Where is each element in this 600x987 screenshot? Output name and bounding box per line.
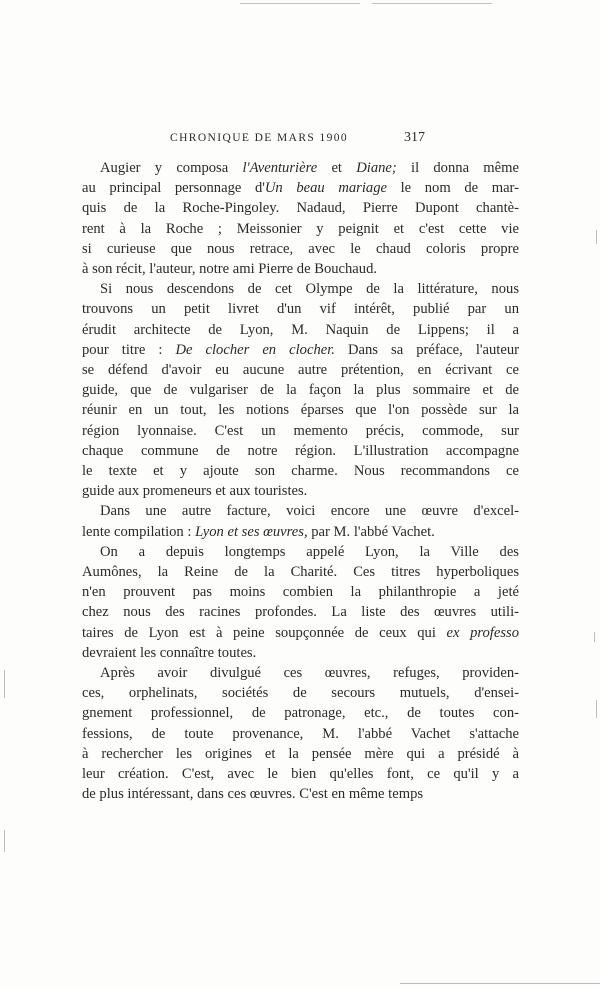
text-run: n'en prouvent pas moins combien la philanthropie a jeté	[82, 584, 519, 601]
paragraph	[82, 501, 519, 541]
text-run: se défend d'avoir eu aucune autre prétention, en écrivant ce	[82, 362, 519, 379]
text-line	[82, 360, 519, 380]
scan-edge-top-rule-right	[372, 3, 492, 4]
text-run: pour titre :	[82, 341, 176, 358]
text-line	[82, 542, 519, 562]
text-run: de plus intéressant, dans ces œuvres. C'est en même temps	[82, 786, 424, 803]
text-run: On a depuis longtemps appelé Lyon, la Ville des	[100, 543, 519, 560]
text-run: devraient les connaître toutes.	[82, 644, 257, 661]
scan-edge-mark	[594, 632, 595, 642]
text-run: au principal personnage d'	[82, 180, 265, 197]
text-run: à son récit, l'auteur, notre ami Pierre de Bouchaud.	[82, 261, 378, 278]
text-run: gnement professionnel, de patronage, etc., de toutes con-	[82, 705, 519, 722]
text-line	[82, 340, 519, 360]
text-run: lente compilation :	[82, 523, 196, 540]
text-run: le nom de mar-	[386, 180, 519, 197]
text-run: il donna même	[396, 160, 519, 176]
text-line	[82, 744, 519, 764]
text-line	[82, 178, 519, 198]
italic-text: Lyon et ses œuvres,	[195, 523, 308, 540]
paragraph	[82, 663, 519, 804]
text-line	[82, 501, 519, 521]
text-run: rent à la Roche ; Meissonier y peignit et c'est cette vie	[82, 220, 519, 237]
text-line	[82, 219, 519, 239]
text-run: chaque commune de notre région. L'illustration accompagne	[82, 442, 519, 459]
text-line	[82, 400, 519, 420]
italic-text: Diane;	[356, 160, 397, 176]
text-line	[82, 602, 519, 622]
paragraph	[82, 158, 519, 279]
text-run: réunir en un tout, les notions éparses que l'on possède sur la	[82, 402, 519, 419]
scan-edge-mark	[4, 670, 5, 698]
page-header	[170, 129, 425, 149]
text-run: Après avoir divulgué ces œuvres, refuges, providen-	[100, 665, 519, 682]
text-line	[82, 582, 519, 602]
text-line	[82, 158, 519, 178]
text-run: Si nous descendons de cet Olympe de la littérature, nous	[100, 281, 519, 298]
text-line	[82, 764, 519, 784]
paragraph	[82, 279, 519, 501]
text-line	[82, 299, 519, 319]
text-line	[82, 703, 519, 723]
text-run: Dans sa préface, l'auteur	[334, 341, 519, 358]
text-run: et	[317, 160, 357, 176]
text-run: érudit architecte de Lyon, M. Naquin de Lippens; il a	[82, 321, 519, 338]
running-head: CHRONIQUE DE MARS 1900	[170, 132, 349, 144]
text-line	[82, 522, 519, 542]
italic-text: l'Aventurière	[242, 160, 318, 176]
text-run: leur création. C'est, avec le bien qu'elles font, ce qu'il y a	[82, 766, 519, 783]
text-run: ces, orphelinats, sociétés de secours mutuels, d'ensei-	[82, 685, 519, 702]
text-line	[82, 623, 519, 643]
body-text	[82, 158, 519, 805]
text-line	[82, 663, 519, 683]
text-line	[82, 784, 519, 804]
text-run: fessions, de toute provenance, M. l'abbé Vachet s'attache	[82, 725, 519, 742]
scan-edge-mark	[596, 700, 597, 718]
text-run: si curieuse que nous retrace, avec le chaud coloris propre	[82, 240, 519, 257]
italic-text: De clocher en clocher.	[175, 341, 335, 358]
text-line	[82, 259, 519, 279]
text-run: Augier y composa	[100, 160, 243, 176]
text-run: région lyonnaise. C'est un memento précis, commode, sur	[82, 422, 519, 439]
italic-text: ex professo	[446, 624, 519, 641]
text-run: guide aux promeneurs et aux touristes.	[82, 483, 308, 500]
text-line	[82, 441, 519, 461]
text-line	[82, 643, 519, 663]
paragraph	[82, 542, 519, 663]
text-run: Dans une autre facture, voici encore une œuvre d'excel-	[100, 503, 519, 520]
text-run: Aumônes, la Reine de la Charité. Ces titres hyperboliques	[82, 564, 519, 581]
text-line	[82, 683, 519, 703]
text-line	[82, 239, 519, 259]
text-line	[82, 198, 519, 218]
text-line	[82, 461, 519, 481]
page-number: 317	[404, 130, 425, 145]
scan-edge-top-rule-left	[240, 3, 360, 4]
text-run: le texte et y ajoute son charme. Nous recommandons ce	[82, 463, 519, 480]
text-line	[82, 562, 519, 582]
text-run: taires de Lyon est à peine soupçonnée de ceux qui	[82, 624, 447, 641]
text-line	[82, 279, 519, 299]
text-run: quis de la Roche-Pingoley. Nadaud, Pierre Dupont chantè-	[82, 200, 519, 217]
text-line	[82, 481, 519, 501]
text-line	[82, 320, 519, 340]
text-run: par M. l'abbé Vachet.	[307, 523, 435, 540]
text-run: trouvons un petit livret d'un vif intérêt, publié par un	[82, 301, 519, 318]
scan-edge-mark	[4, 830, 5, 852]
text-run: guide, que de vulgariser de la façon la plus sommaire et de	[82, 382, 519, 399]
text-run: à rechercher les origines et la pensée mère qui a présidé à	[82, 745, 519, 762]
scan-edge-mark	[596, 230, 597, 244]
text-line	[82, 380, 519, 400]
text-line	[82, 724, 519, 744]
text-line	[82, 421, 519, 441]
italic-text: Un beau mariage	[264, 180, 387, 197]
scan-edge-mark	[400, 983, 600, 984]
text-run: chez nous des racines profondes. La liste des œuvres utili-	[82, 604, 519, 621]
